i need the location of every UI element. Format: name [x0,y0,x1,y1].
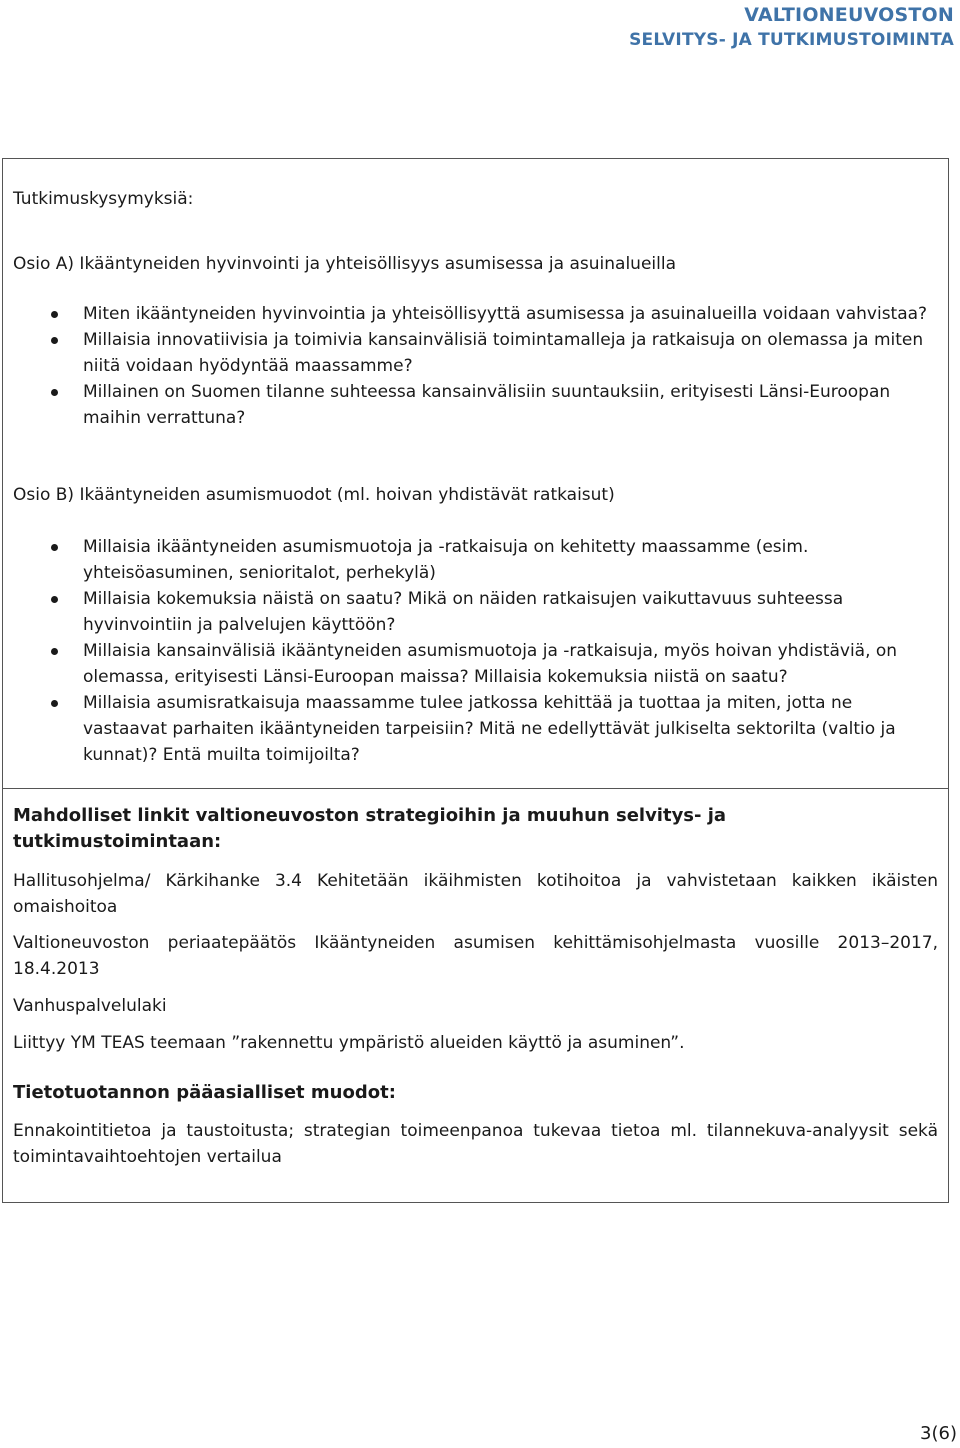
bullet-icon [51,337,58,344]
list-item [3,379,928,431]
outputs-text: Ennakointitietoa ja taustoitusta; strategian toimeenpanoa tukevaa tietoa ml. tilannekuva-analyysit sekä toimintavaihtoehtojen vertailua [13,1121,938,1167]
bullet-icon [51,389,58,396]
outputs-heading: Tietotuotannon pääasialliset muodot: [13,1082,396,1103]
page-number: 3(6) [920,1423,957,1444]
link-item: Liittyy YM TEAS teemaan ”rakennettu ympäristö alueiden käyttö ja asuminen”. [13,1033,685,1053]
content-box [2,158,949,1203]
bullet-icon [51,596,58,603]
bullet-icon [51,648,58,655]
section-divider [3,788,948,789]
link-item: Valtioneuvoston periaatepäätös Ikääntyneiden asumisen kehittämisohjelmasta vuosille 2013–2017, 18.4.2013 [13,933,938,979]
page-header [629,3,954,53]
list-item [3,327,928,379]
link-item: Hallitusohjelma/ Kärkihanke 3.4 Kehitetään ikäihmisten kotihoitoa ja vahvistetaan kaikken ikäisten omaishoitoa [13,871,938,917]
bullet-icon [51,544,58,551]
header-organization: VALTIONEUVOSTON [744,4,954,26]
list-item [3,638,928,690]
header-department: SELVITYS- JA TUTKIMUSTOIMINTA [629,30,954,50]
list-item-text: Millaisia kansainvälisiä ikääntyneiden asumismuotoja ja -ratkaisuja, myös hoivan yhdistäviä, on olemassa, erityisesti Länsi-Euroopan maissa? Millaisia kokemuksia niistä on saatu? [83,641,898,687]
list-item [3,690,928,768]
list-item-text: Millaisia innovatiivisia ja toimivia kansainvälisiä toimintamalleja ja ratkaisuja on olemassa ja miten niitä voidaan hyödyntää maassamme? [83,330,924,376]
link-item: Vanhuspalvelulaki [13,996,167,1016]
section-a-list [3,301,928,431]
list-item [3,301,928,327]
list-item-text: Millaisia kokemuksia näistä on saatu? Mikä on näiden ratkaisujen vaikuttavuus suhteessa hyvinvointiin ja palvelujen käyttöön? [83,589,844,635]
list-item-text: Miten ikääntyneiden hyvinvointia ja yhteisöllisyyttä asumisessa ja asuinalueilla voidaan vahvistaa? [83,304,928,324]
list-item-text: Millaisia ikääntyneiden asumismuotoja ja -ratkaisuja on kehitetty maassamme (esim. yhteisöasuminen, senioritalot, perhekylä) [83,537,809,583]
links-heading: Mahdolliset linkit valtioneuvoston strategioihin ja muuhun selvitys- ja tutkimustoimintaan: [13,805,727,852]
list-item [3,586,928,638]
section-b-title: Osio B) Ikääntyneiden asumismuodot (ml. hoivan yhdistävät ratkaisut) [13,485,615,505]
bullet-icon [51,311,58,318]
bullet-icon [51,700,58,707]
list-item [3,534,928,586]
section-a-title: Osio A) Ikääntyneiden hyvinvointi ja yhteisöllisyys asumisessa ja asuinalueilla [13,254,676,274]
questions-title: Tutkimuskysymyksiä: [13,189,194,209]
list-item-text: Millainen on Suomen tilanne suhteessa kansainvälisiin suuntauksiin, erityisesti Länsi-Euroopan maihin verrattuna? [83,382,891,428]
section-b-list [3,534,928,768]
list-item-text: Millaisia asumisratkaisuja maassamme tulee jatkossa kehittää ja tuottaa ja miten, jotta ne vastaavat parhaiten ikääntyneiden tarpeisiin? Mitä ne edellyttävät julkiselta sektorilta (valtio ja kunnat)? Entä muilta toimijoilta? [83,693,896,765]
